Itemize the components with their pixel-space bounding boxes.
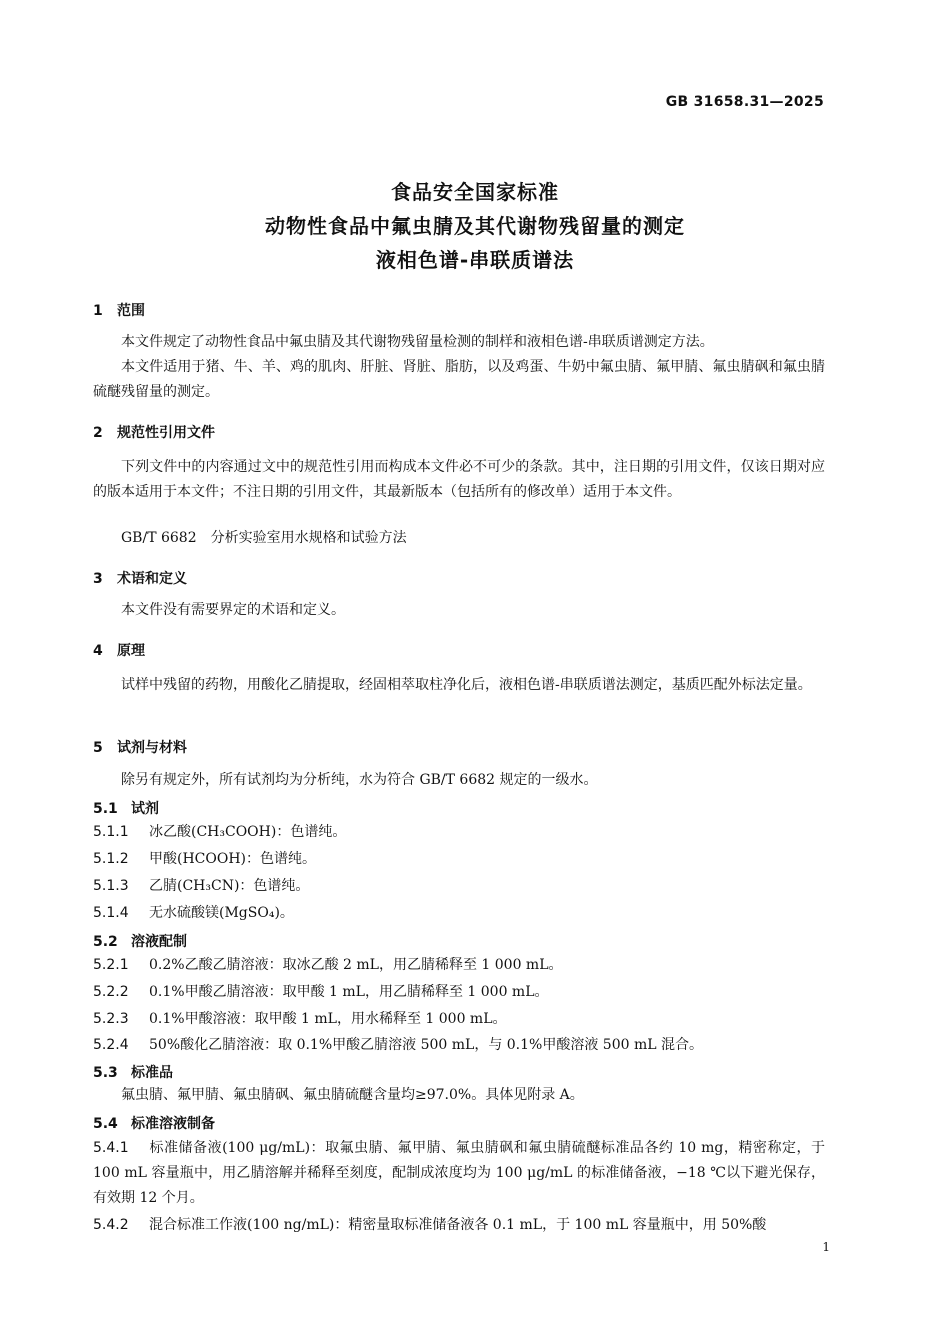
section-4-heading: 4 原理 bbox=[93, 643, 145, 659]
list-item: 5.2.3 0.1%甲酸溶液：取甲酸 1 mL，用水稀释至 1 000 mL。 bbox=[93, 1011, 507, 1027]
title-line-2: 动物性食品中氟虫腈及其代谢物残留量的测定 bbox=[265, 214, 685, 238]
list-item: 5.4.2 混合标准工作液(100 ng/mL)：精密量取标准储备液各 0.1 mL，于 100 mL 容量瓶中，用 50%酸 bbox=[93, 1217, 767, 1233]
list-item: 5.1.3 乙腈(CH₃CN)：色谱纯。 bbox=[93, 878, 310, 894]
subsection-5-3-para: 氟虫腈、氟甲腈、氟虫腈砜、氟虫腈硫醚含量均≥97.0%。具体见附录 A。 bbox=[121, 1087, 584, 1103]
list-item: 5.2.2 0.1%甲酸乙腈溶液：取甲酸 1 mL，用乙腈稀释至 1 000 mL。 bbox=[93, 984, 549, 1000]
subsection-5-3-heading: 5.3 标准品 bbox=[93, 1065, 173, 1081]
section-1-heading: 1 范围 bbox=[93, 303, 145, 319]
title-line-3: 液相色谱-串联质谱法 bbox=[375, 248, 575, 272]
list-item: 5.1.2 甲酸(HCOOH)：色谱纯。 bbox=[93, 851, 317, 867]
section-3-heading: 3 术语和定义 bbox=[93, 571, 187, 587]
page-number: 1 bbox=[822, 1240, 830, 1254]
list-item: 5.2.1 0.2%乙酸乙腈溶液：取冰乙酸 2 mL，用乙腈稀释至 1 000 mL。 bbox=[93, 957, 563, 973]
section-5-heading: 5 试剂与材料 bbox=[93, 740, 187, 756]
subsection-5-4-heading: 5.4 标准溶液制备 bbox=[93, 1116, 215, 1132]
section-1-para-1: 本文件规定了动物性食品中氟虫腈及其代谢物残留量检测的制样和液相色谱-串联质谱测定方法。 bbox=[121, 334, 714, 350]
section-2-heading: 2 规范性引用文件 bbox=[93, 425, 215, 441]
section-2-para-1: 下列文件中的内容通过文中的规范性引用而构成本文件必不可少的条款。其中，注日期的引用文件，仅该日期对应的版本适用于本文件；不注日期的引用文件，其最新版本（包括所有的修改单）适用于本文件。 bbox=[93, 459, 825, 500]
section-4-para-1: 试样中残留的药物，用酸化乙腈提取，经固相萃取柱净化后，液相色谱-串联质谱法测定，基质匹配外标法定量。 bbox=[121, 677, 812, 693]
section-3-para-1: 本文件没有需要界定的术语和定义。 bbox=[121, 602, 345, 618]
standard-code: GB 31658.31—2025 bbox=[665, 94, 824, 110]
section-1-para-2: 本文件适用于猪、牛、羊、鸡的肌肉、肝脏、肾脏、脂肪，以及鸡蛋、牛奶中氟虫腈、氟甲腈、氟虫腈砜和氟虫腈硫醚残留量的测定。 bbox=[93, 359, 825, 400]
subsection-5-2-heading: 5.2 溶液配制 bbox=[93, 934, 187, 950]
list-item: 5.4.1 标准储备液(100 μg/mL)：取氟虫腈、氟甲腈、氟虫腈砜和氟虫腈硫醚标准品各约 10 mg，精密称定，于 100 mL 容量瓶中，用乙腈溶解并稀释至刻度，配制成浓度均为 100 μg/mL 的标准储备液，−18 ℃以下避光保存，有效期 12 个月。 bbox=[93, 1140, 825, 1206]
title-line-1: 食品安全国家标准 bbox=[391, 180, 559, 204]
list-item: 5.1.4 无水硫酸镁(MgSO₄)。 bbox=[93, 905, 294, 921]
section-2-reference: GB/T 6682 分析实验室用水规格和试验方法 bbox=[121, 530, 407, 546]
subsection-5-1-heading: 5.1 试剂 bbox=[93, 801, 159, 817]
list-item: 5.1.1 冰乙酸(CH₃COOH)：色谱纯。 bbox=[93, 824, 347, 840]
list-item: 5.2.4 50%酸化乙腈溶液：取 0.1%甲酸乙腈溶液 500 mL，与 0.1%甲酸溶液 500 mL 混合。 bbox=[93, 1037, 703, 1053]
section-5-para-1: 除另有规定外，所有试剂均为分析纯，水为符合 GB/T 6682 规定的一级水。 bbox=[121, 772, 598, 788]
